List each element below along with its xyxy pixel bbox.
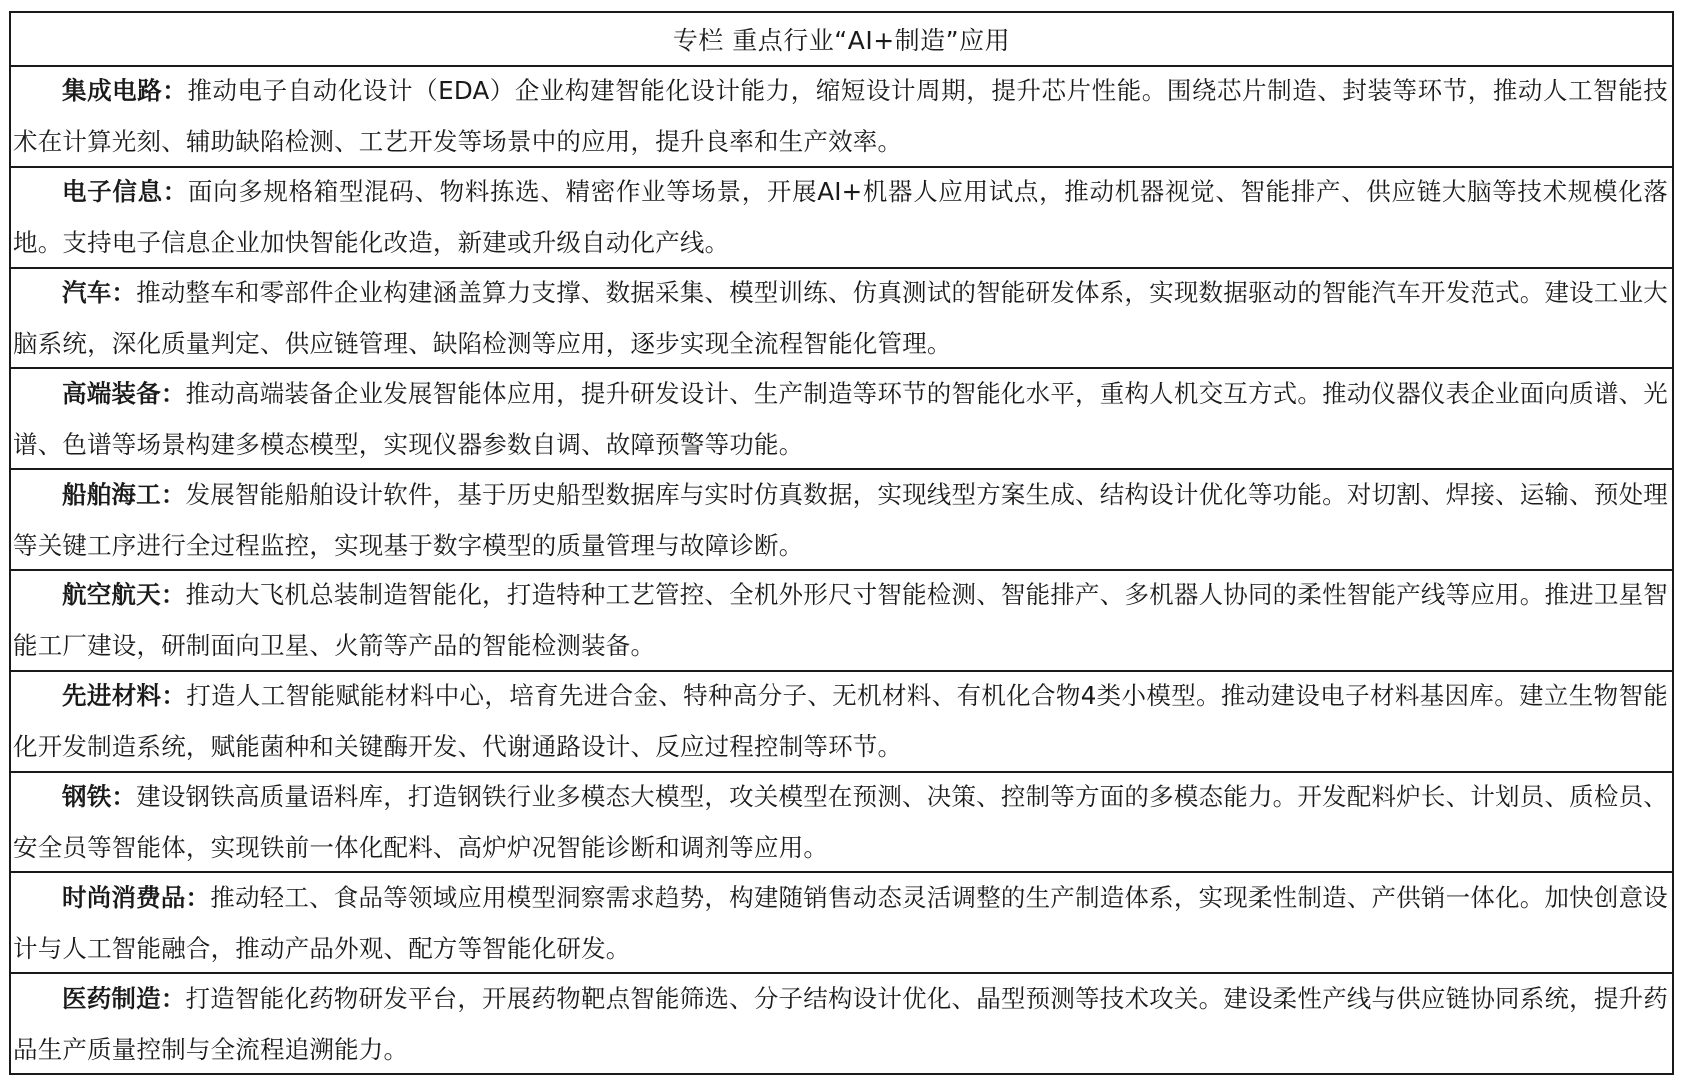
industry-row-automotive — [11, 269, 1672, 370]
industry-description: 打造智能化药物研发平台，开展药物靶点智能筛选、分子结构设计优化、晶型预测等技术攻关。建设柔性产线与供应链协同系统，提升药品生产质量控制与全流程追溯能力。 — [13, 983, 1669, 1064]
industry-row-shipbuilding — [11, 470, 1672, 571]
industry-paragraph — [13, 67, 1668, 167]
industry-heading: 集成电路： — [62, 76, 188, 106]
industry-description: 打造人工智能赋能材料中心，培育先进合金、特种高分子、无机材料、有机化合物4类小模型。推动建设电子材料基因库。建立生物智能化开发制造系统，赋能菌种和关键酶开发、代谢通路设计、反应过程控制等环节。 — [13, 681, 1668, 762]
industry-description: 建设钢铁高质量语料库，打造钢铁行业多模态大模型，攻关模型在预测、决策、控制等方面的多模态能力。开发配料炉长、计划员、质检员、安全员等智能体，实现铁前一体化配料、高炉炉况智能诊断和调剂等应用。 — [13, 781, 1668, 862]
industry-description: 推动大飞机总装制造智能化，打造特种工艺管控、全机外形尺寸智能检测、智能排产、多机器人协同的柔性智能产线等应用。推进卫星智能工厂建设，研制面向卫星、火箭等产品的智能检测装备。 — [13, 580, 1669, 661]
industry-heading: 船舶海工： — [62, 479, 186, 509]
industry-heading: 钢铁： — [62, 781, 137, 811]
industry-paragraph — [13, 369, 1668, 469]
industry-paragraph — [13, 773, 1668, 873]
industry-paragraph — [13, 672, 1668, 772]
industry-row-ic — [11, 67, 1672, 168]
industry-row-consumer-goods — [11, 873, 1672, 974]
industry-row-aerospace — [11, 571, 1672, 672]
industry-row-steel — [11, 773, 1672, 874]
industry-heading: 高端装备： — [62, 378, 186, 408]
industry-paragraph — [13, 873, 1668, 973]
industry-heading: 先进材料： — [62, 681, 187, 711]
industry-paragraph — [13, 269, 1668, 369]
column-title: 专栏 重点行业“AI+制造”应用 — [11, 13, 1672, 67]
industry-heading: 时尚消费品： — [62, 882, 211, 912]
column-box — [9, 11, 1674, 1075]
industry-description: 面向多规格箱型混码、物料拣选、精密作业等场景，开展AI+机器人应用试点，推动机器视觉、智能排产、供应链大脑等技术规模化落地。支持电子信息企业加快智能化改造，新建或升级自动化产线。 — [13, 177, 1669, 258]
industry-heading: 医药制造： — [62, 983, 186, 1013]
industry-description: 推动电子自动化设计（EDA）企业构建智能化设计能力，缩短设计周期，提升芯片性能。围绕芯片制造、封装等环节，推动人工智能技术在计算光刻、辅助缺陷检测、工艺开发等场景中的应用，提升良率和生产效率。 — [13, 76, 1669, 157]
industry-paragraph — [13, 974, 1668, 1073]
industry-row-materials — [11, 672, 1672, 773]
industry-heading: 电子信息： — [62, 177, 188, 207]
industry-heading: 航空航天： — [62, 580, 186, 610]
industry-row-electronics — [11, 168, 1672, 269]
industry-row-pharma — [11, 974, 1672, 1073]
industry-row-equipment — [11, 369, 1672, 470]
industry-paragraph — [13, 168, 1668, 268]
industry-paragraph — [13, 470, 1668, 570]
industry-paragraph — [13, 571, 1668, 671]
industry-description: 推动轻工、食品等领域应用模型洞察需求趋势，构建随销售动态灵活调整的生产制造体系，实现柔性制造、产供销一体化。加快创意设计与人工智能融合，推动产品外观、配方等智能化研发。 — [13, 882, 1668, 963]
industry-heading: 汽车： — [62, 278, 137, 307]
industry-description: 发展智能船舶设计软件，基于历史船型数据库与实时仿真数据，实现线型方案生成、结构设计优化等功能。对切割、焊接、运输、预处理等关键工序进行全过程监控，实现基于数字模型的质量管理与故障诊断。 — [13, 479, 1669, 560]
industry-description: 推动整车和零部件企业构建涵盖算力支撑、数据采集、模型训练、仿真测试的智能研发体系，实现数据驱动的智能汽车开发范式。建设工业大脑系统，深化质量判定、供应链管理、缺陷检测等应用，逐步实现全流程智能化管理。 — [13, 278, 1668, 358]
industry-description: 推动高端装备企业发展智能体应用，提升研发设计、生产制造等环节的智能化水平，重构人机交互方式。推动仪器仪表企业面向质谱、光谱、色谱等场景构建多模态模型，实现仪器参数自调、故障预警等功能。 — [13, 378, 1669, 459]
